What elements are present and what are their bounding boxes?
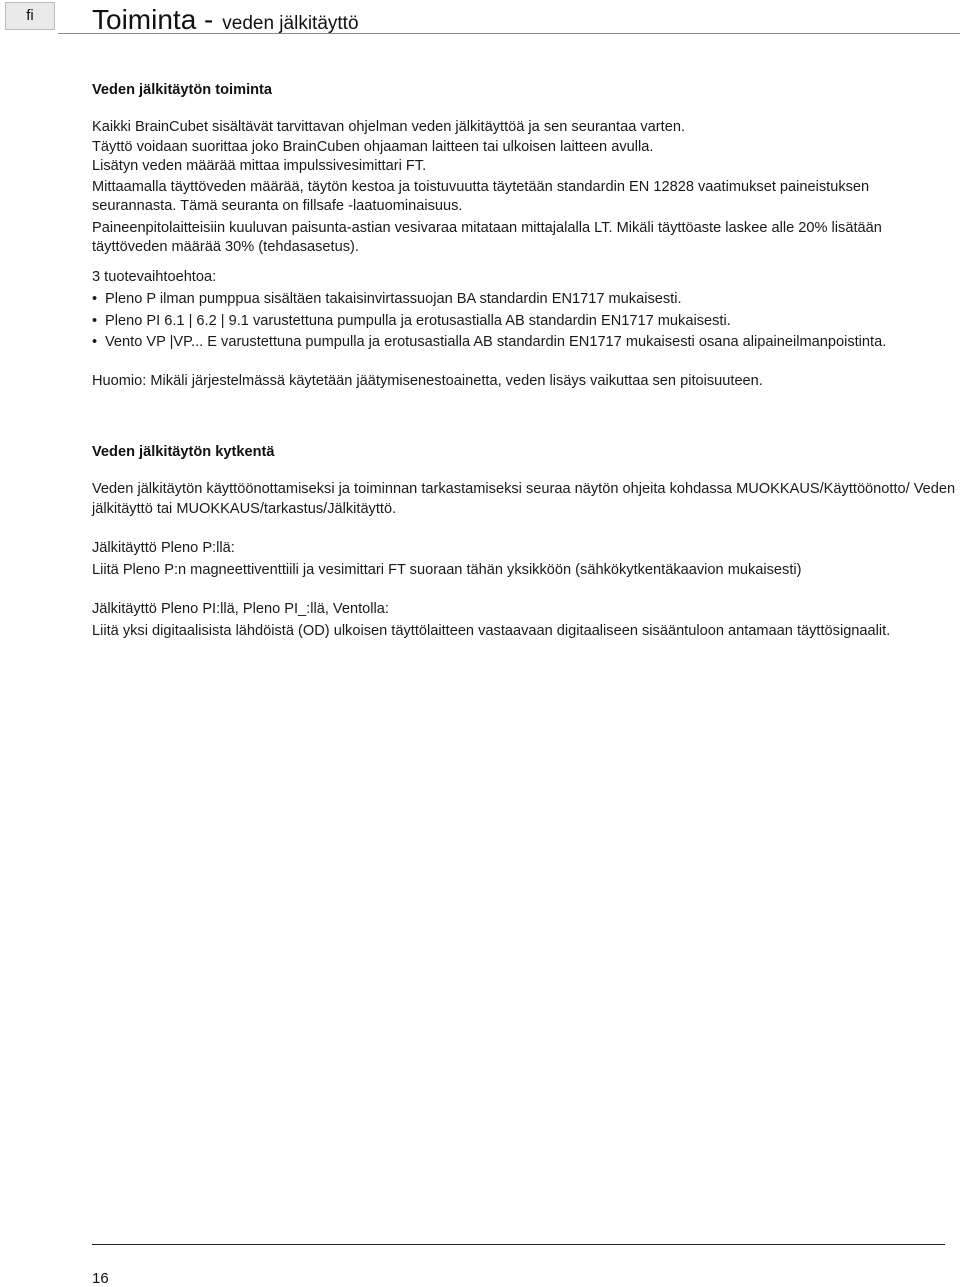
options-intro: 3 tuotevaihtoehtoa: [92,268,217,285]
paragraph: Liitä Pleno P:n magneettiventtiili ja vesimittari FT suoraan tähän yksikköön (sähkökytkentäkaavion mukaisesti) [92,561,802,578]
paragraph: Kaikki BrainCubet sisältävät tarvittavan ohjelman veden jälkitäyttöä ja sen seurantaa varten. [92,119,685,135]
pleno-pi-label: Jälkitäyttö Pleno PI:llä, Pleno PI_:llä, Ventolla: [92,601,389,617]
section-function-body [92,118,957,391]
list-item: • Pleno PI 6.1 | 6.2 | 9.1 varustettuna pumpulla ja erotusastialla AB standardin EN1717 mukaisesti. [92,312,957,334]
section-heading-connection: Veden jälkitäytön kytkentä [92,444,275,460]
list-item: • Vento VP |VP... E varustettuna pumpulla ja erotusastialla AB standardin EN1717 mukaisesti osana alipaineilmanpoistinta. [92,333,957,355]
paragraph: Lisätyn veden määrää mittaa impulssivesimittari FT. [92,158,427,174]
header-divider [58,33,960,34]
note-paragraph: Huomio: Mikäli järjestelmässä käytetään jäätymisenestoainetta, veden lisäys vaikuttaa sen pitoisuuteen. [92,372,763,389]
section-heading-function: Veden jälkitäytön toiminta [92,82,273,98]
paragraph: Paineenpitolaitteisiin kuuluvan paisunta-astian vesivaraa mitataan mittajalalla LT. Mikäli täyttöaste laskee alle 20% lisätään täyttöveden määrää 30% (tehdasasetus). [92,219,882,255]
page-title [92,0,359,37]
paragraph: Mittaamalla täyttöveden määrää, täytön kestoa ja toistuvuutta täytetään standardin EN 12828 vaatimukset paineistuksen seurannasta. Tämä seuranta on fillsafe -laatuominaisuus. [92,178,870,214]
page-number: 16 [92,1270,109,1287]
paragraph: Täyttö voidaan suorittaa joko BrainCuben ohjaaman laitteen tai ulkoisen laitteen avulla. [92,138,654,155]
product-options-list [92,290,957,355]
pleno-p-label: Jälkitäyttö Pleno P:llä: [92,540,235,556]
language-tab: fi [5,2,55,30]
paragraph: Veden jälkitäytön käyttöönottamiseksi ja toiminnan tarkastamiseksi seuraa näytön ohjeita kohdassa MUOKKAUS/Käyttöönotto/ Veden jälkitäyttö tai MUOKKAUS/tarkastus/Jälkitäyttö. [92,481,956,517]
paragraph: Liitä yksi digitaalisista lähdöistä (OD) ulkoisen täyttölaitteen vastaavaan digitaaliseen sisääntuloon antamaan täyttösignaalit. [92,622,891,639]
title-main: Toiminta - [92,4,214,35]
list-item: • Pleno P ilman pumppua sisältäen takaisinvirtassuojan BA standardin EN1717 mukaisesti. [92,290,957,312]
title-sub: veden jälkitäyttö [222,13,359,34]
footer-divider [92,1244,945,1245]
section-connection-body [92,480,957,641]
